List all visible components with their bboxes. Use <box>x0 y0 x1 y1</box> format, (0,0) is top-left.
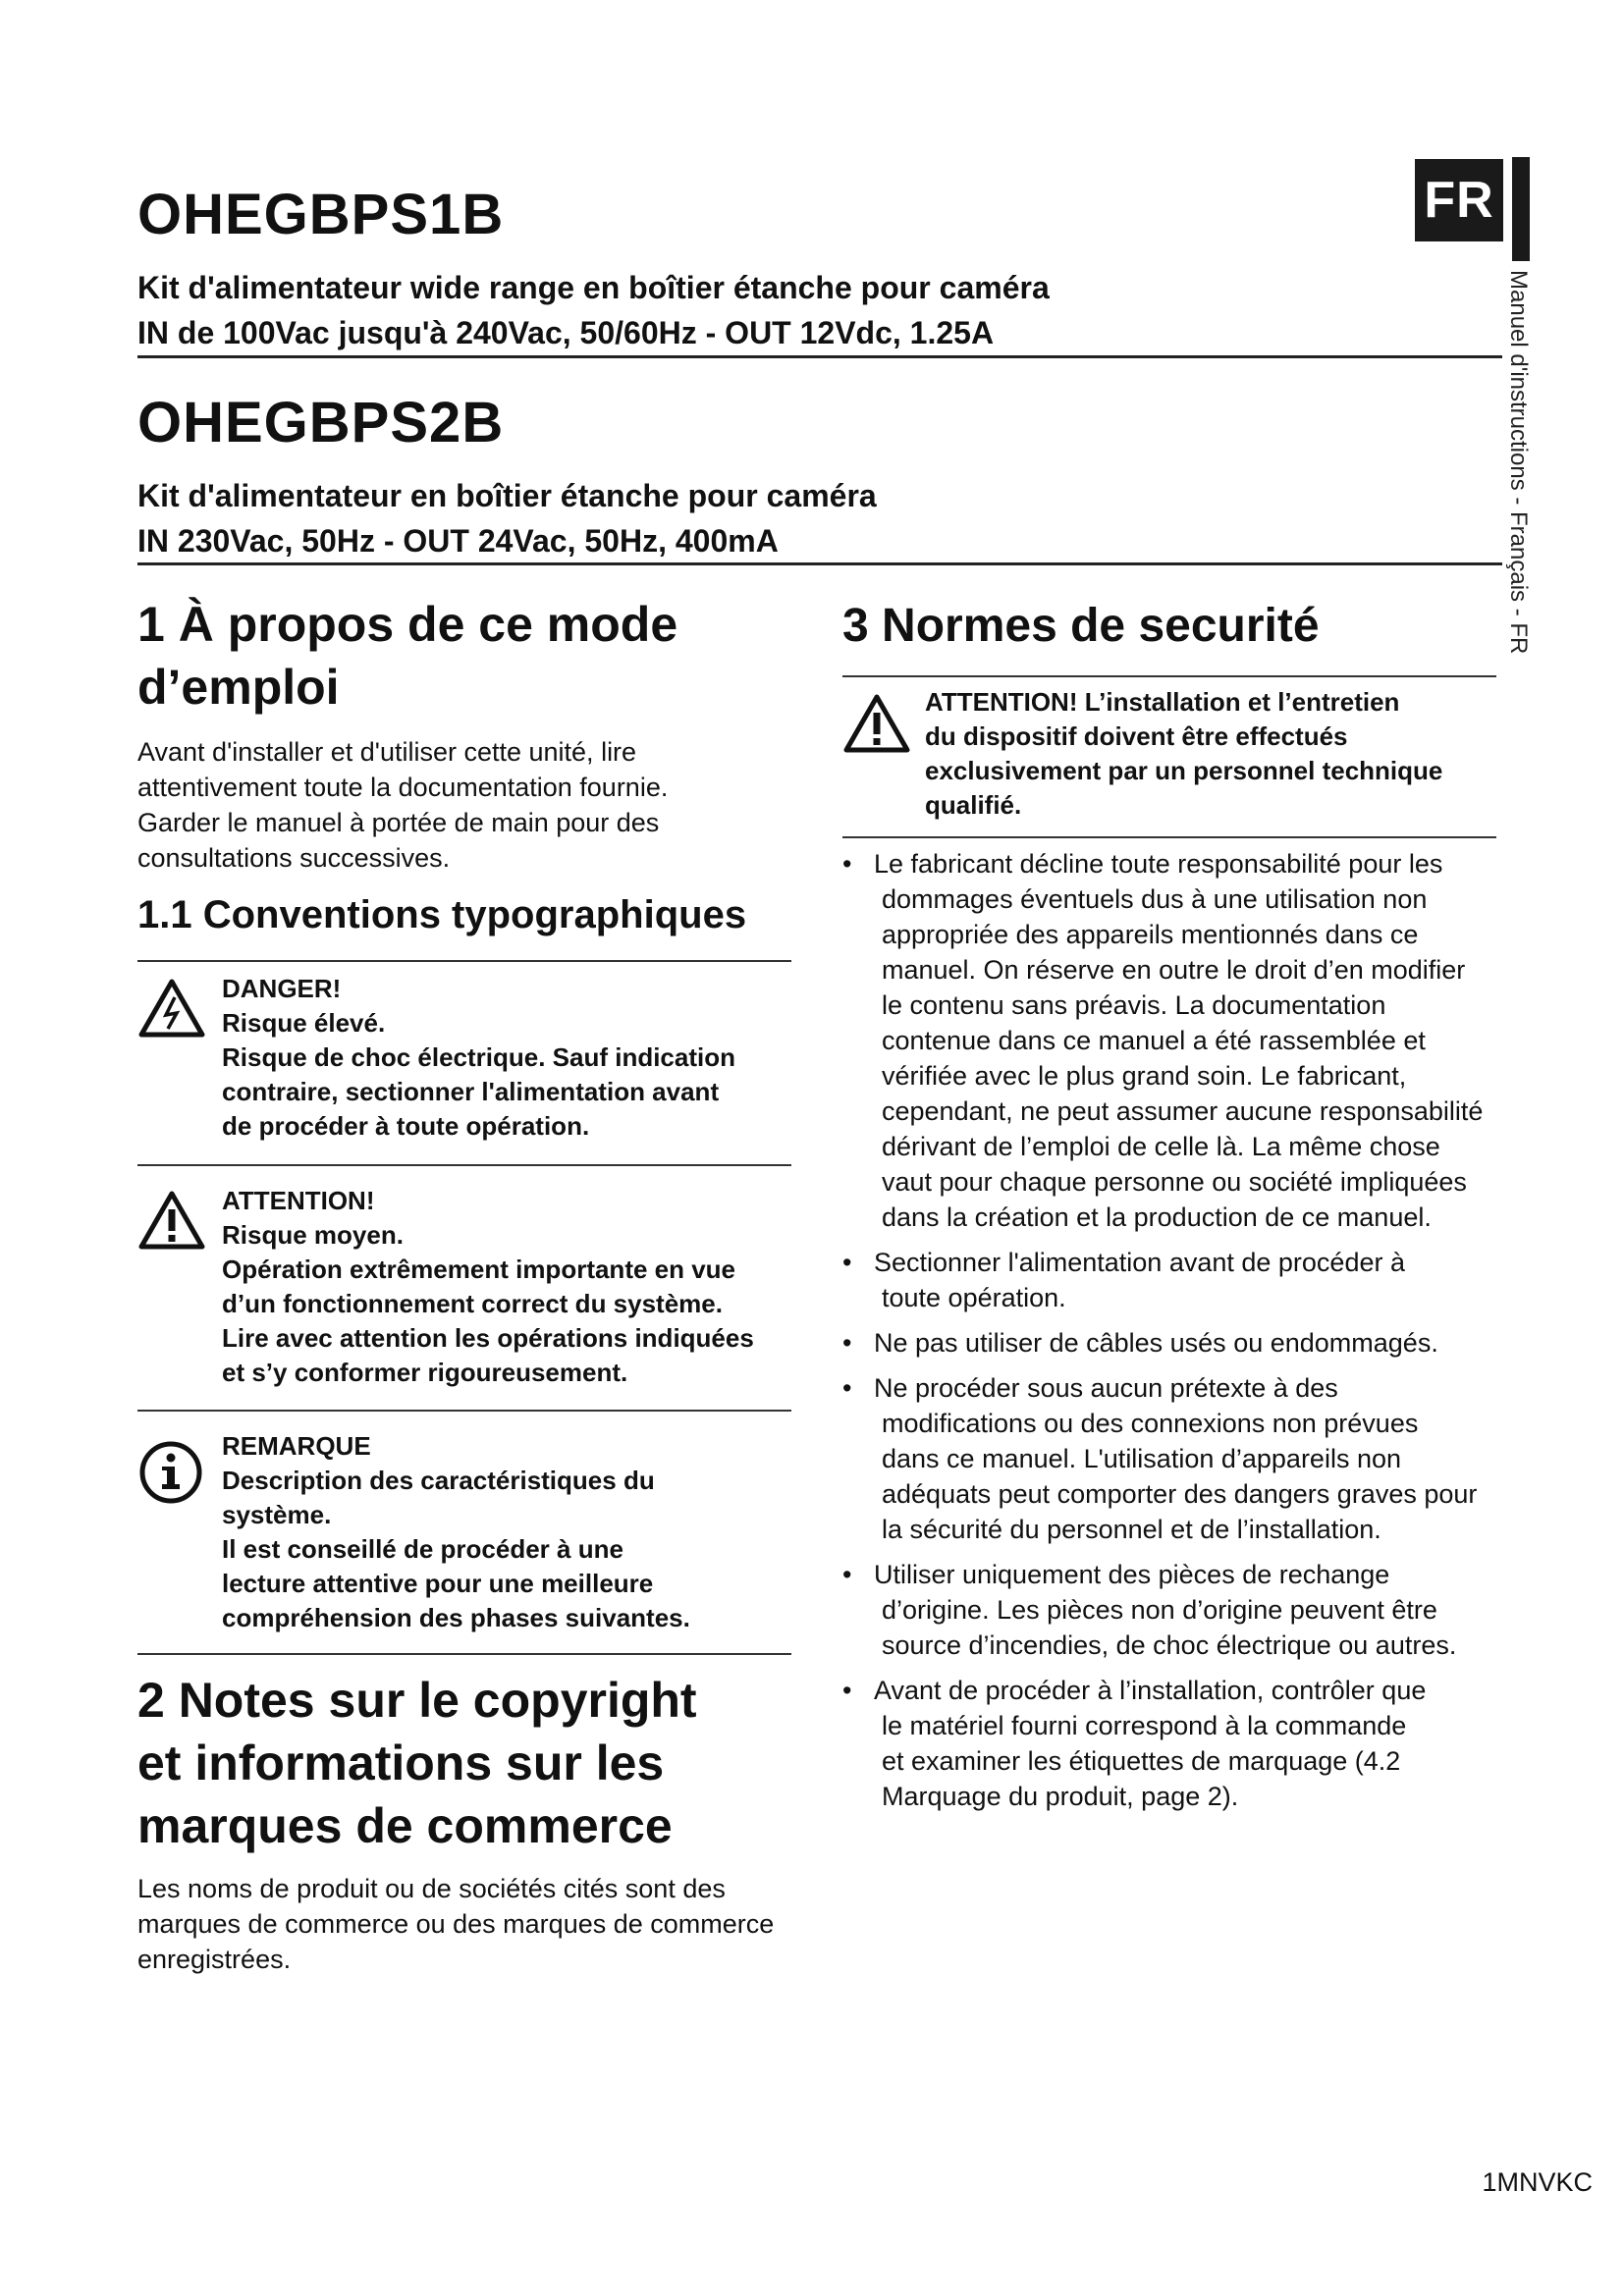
danger-note-text <box>222 972 735 1144</box>
bullet: • <box>842 1560 852 1589</box>
note-line: Risque de choc électrique. Sauf indication <box>222 1042 735 1072</box>
document-code: 1MNVKC <box>1482 2167 1593 2197</box>
section-1-paragraph <box>137 734 805 876</box>
bullet: • <box>842 849 852 879</box>
note-line: Lire avec attention les opérations indiquées <box>222 1323 754 1353</box>
text-line: Le fabricant décline toute responsabilité pour les <box>874 849 1443 879</box>
list-item <box>842 1557 1510 1663</box>
model-1-desc-line: IN de 100Vac jusqu'à 240Vac, 50/60Hz - OUT 12Vdc, 1.25A <box>137 315 995 350</box>
note-line: d’un fonctionnement correct du système. <box>222 1289 723 1318</box>
note-line: lecture attentive pour une meilleure <box>222 1569 654 1598</box>
note-line: et s’y conformer rigoureusement. <box>222 1358 628 1387</box>
safety-rules-list <box>842 846 1510 1824</box>
text-line: consultations successives. <box>137 843 451 873</box>
note-line: Description des caractéristiques du <box>222 1466 655 1495</box>
section-3-title: 3 Normes de securité <box>842 600 1320 652</box>
model-1-desc-line: Kit d'alimentateur wide range en boîtier étanche pour caméra <box>137 270 1050 305</box>
text-line: Ne procéder sous aucun prétexte à des <box>874 1373 1338 1403</box>
model-2-desc-line: IN 230Vac, 50Hz - OUT 24Vac, 50Hz, 400mA <box>137 523 779 559</box>
model-title-2: OHEGBPS2B <box>137 391 505 454</box>
section-2-paragraph <box>137 1871 825 1977</box>
note-line: système. <box>222 1500 332 1529</box>
text-line: modifications ou des connexions non prévues <box>882 1409 1419 1438</box>
text-line: Garder le manuel à portée de main pour des <box>137 808 660 837</box>
model-1-description <box>137 265 1050 355</box>
note-line: exclusivement par un personnel technique <box>925 756 1443 785</box>
note-line: Il est conseillé de procéder à une <box>222 1534 623 1564</box>
text-line: et examiner les étiquettes de marquage (4.2 <box>882 1746 1401 1776</box>
text-line: la sécurité du personnel et de l’installation. <box>882 1515 1381 1544</box>
danger-note <box>137 972 791 1158</box>
model-title-1: OHEGBPS1B <box>137 183 505 246</box>
list-item <box>842 846 1510 1235</box>
text-line: dans la création et la production de ce manuel. <box>882 1202 1432 1232</box>
section-2-title-line: et informations sur les <box>137 1735 665 1790</box>
note-line: de procéder à toute opération. <box>222 1111 590 1141</box>
text-line: contenue dans ce manuel a été rassemblée et <box>882 1026 1426 1055</box>
note-line: ATTENTION! L’installation et l’entretien <box>925 687 1400 717</box>
text-line: cependant, ne peut assumer aucune responsabilité <box>882 1096 1484 1126</box>
header-divider <box>137 562 1502 565</box>
text-line: marques de commerce ou des marques de commerce <box>137 1909 775 1939</box>
language-tab: FR <box>1415 159 1503 241</box>
section-2 <box>137 1669 825 1977</box>
section-1-1-title: 1.1 Conventions typographiques <box>137 893 747 936</box>
text-line: enregistrées. <box>137 1945 292 1974</box>
note-line: Risque moyen. <box>222 1220 404 1250</box>
note-line: contraire, sectionner l'alimentation avant <box>222 1077 720 1106</box>
text-line: dérivant de l’emploi de celle là. La même chose <box>882 1132 1440 1161</box>
section-2-title <box>137 1669 825 1857</box>
text-line: vérifiée avec le plus grand soin. Le fabricant, <box>882 1061 1407 1091</box>
list-item <box>842 1370 1510 1547</box>
list-item <box>842 1325 1510 1361</box>
section-1-title-line: 1 À propos de ce mode <box>137 597 678 652</box>
safety-warning-text <box>925 685 1442 823</box>
bullet: • <box>842 1676 852 1705</box>
text-line: vaut pour chaque personne ou société impliquées <box>882 1167 1467 1197</box>
text-line: appropriée des appareils mentionnés dans ce <box>882 920 1419 949</box>
note-line: du dispositif doivent être effectués <box>925 721 1348 751</box>
text-line: adéquats peut comporter des dangers graves pour <box>882 1479 1478 1509</box>
header-divider <box>137 355 1502 358</box>
note-line: Risque élevé. <box>222 1008 386 1038</box>
divider <box>137 960 791 962</box>
model-2-desc-line: Kit d'alimentateur en boîtier étanche pour caméra <box>137 478 877 513</box>
bullet: • <box>842 1373 852 1403</box>
remark-note <box>137 1429 791 1647</box>
remark-note-text <box>222 1429 690 1635</box>
text-line: dommages éventuels dus à une utilisation non <box>882 884 1428 914</box>
attention-note-text <box>222 1184 754 1390</box>
divider <box>137 1653 791 1655</box>
text-line: Avant de procéder à l’installation, contrôler que <box>874 1676 1427 1705</box>
info-icon <box>137 1439 204 1506</box>
list-item <box>842 1245 1510 1315</box>
section-2-title-line: 2 Notes sur le copyright <box>137 1673 697 1728</box>
divider <box>842 836 1496 838</box>
text-line: Marquage du produit, page 2). <box>882 1782 1239 1811</box>
bullet: • <box>842 1328 852 1358</box>
text-line: le contenu sans préavis. La documentation <box>882 990 1386 1020</box>
bullet: • <box>842 1248 852 1277</box>
language-tab-bar <box>1512 157 1530 261</box>
warning-icon <box>137 1190 206 1251</box>
section-2-title-line: marques de commerce <box>137 1798 673 1853</box>
vertical-manual-label: Manuel d'instructions - Français - FR <box>1505 270 1532 655</box>
text-line: Avant d'installer et d'utiliser cette unité, lire <box>137 737 637 767</box>
text-line: Utiliser uniquement des pièces de rechange <box>874 1560 1390 1589</box>
model-2-description <box>137 473 877 563</box>
text-line: manuel. On réserve en outre le droit d’en modifier <box>882 955 1466 985</box>
text-line: Sectionner l'alimentation avant de procéder à <box>874 1248 1405 1277</box>
attention-note <box>137 1184 791 1405</box>
text-line: le matériel fourni correspond à la commande <box>882 1711 1407 1740</box>
section-1 <box>137 593 805 876</box>
text-line: toute opération. <box>882 1283 1066 1312</box>
note-line: compréhension des phases suivantes. <box>222 1603 690 1632</box>
text-line: Ne pas utiliser de câbles usés ou endommagés. <box>874 1328 1438 1358</box>
text-line: d’origine. Les pièces non d’origine peuvent être <box>882 1595 1437 1625</box>
text-line: dans ce manuel. L'utilisation d’appareils non <box>882 1444 1401 1473</box>
note-line: REMARQUE <box>222 1431 371 1461</box>
safety-warning <box>842 685 1496 832</box>
list-item <box>842 1673 1510 1814</box>
section-1-title <box>137 593 805 719</box>
electric-hazard-icon <box>137 978 206 1039</box>
text-line: source d’incendies, de choc électrique ou autres. <box>882 1630 1457 1660</box>
note-line: DANGER! <box>222 974 342 1003</box>
note-line: Opération extrêmement importante en vue <box>222 1255 736 1284</box>
divider <box>137 1164 791 1166</box>
text-line: attentivement toute la documentation fournie. <box>137 773 669 802</box>
section-1-title-line: d’emploi <box>137 660 340 715</box>
note-line: qualifié. <box>925 790 1022 820</box>
note-line: ATTENTION! <box>222 1186 375 1215</box>
divider <box>137 1410 791 1412</box>
warning-icon <box>842 693 911 754</box>
divider <box>842 675 1496 677</box>
text-line: Les noms de produit ou de sociétés cités sont des <box>137 1874 726 1903</box>
